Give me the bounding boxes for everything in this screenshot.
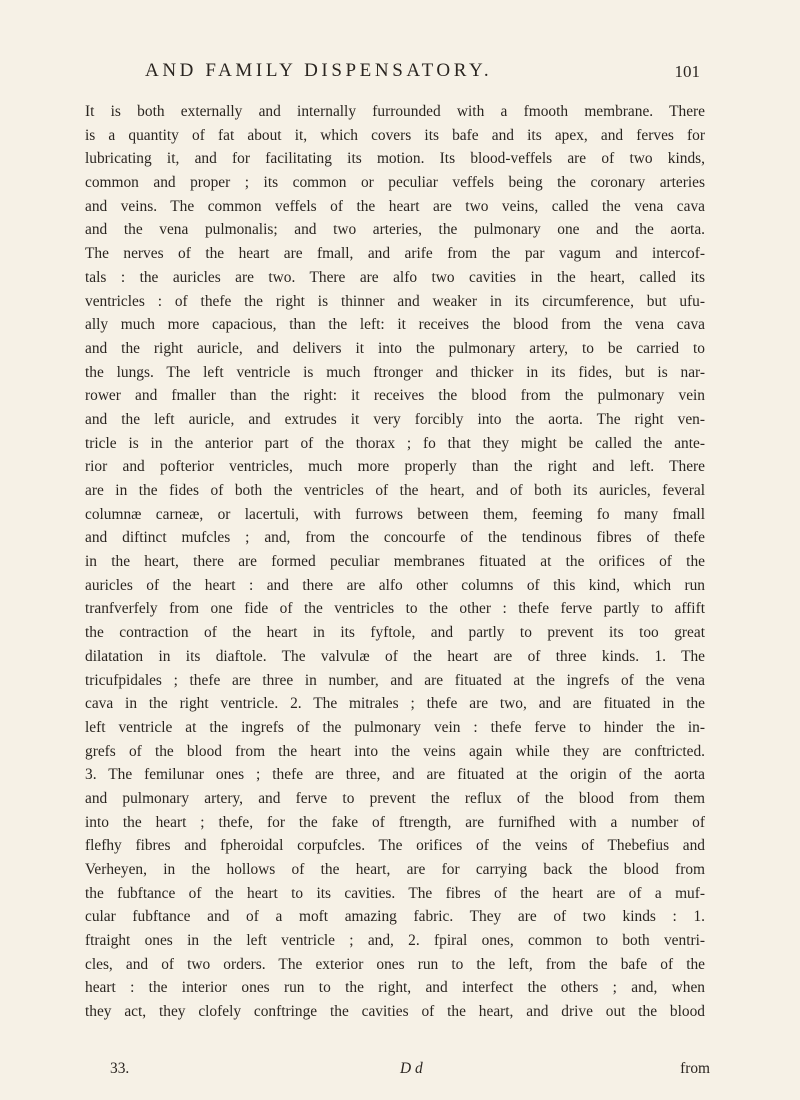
text-line: tals : the auricles are two. There are alfo two cavities in the heart, called its [85,268,705,286]
text-line: heart : the interior ones run to the right, and interfect the others ; and, when [85,979,705,997]
text-line: in the heart, there are formed peculiar membranes fituated at the orifices of the [85,553,705,571]
text-line: the fubftance of the heart to its cavities. The fibres of the heart are of a muf- [85,884,705,902]
text-line: the contraction of the heart in its fyftole, and partly to prevent its too great [85,624,705,642]
running-head [115,56,700,86]
text-line: tranfverfely from one fide of the ventricles to the other : thefe ferve partly to affift [85,600,705,618]
signature-mark: D d [400,1060,423,1077]
text-line: the lungs. The left ventricle is much ftronger and thicker in its fides, but is nar- [85,363,705,381]
text-line: cular fubftance and of a moft amazing fabric. They are of two kinds : 1. [85,908,705,926]
text-line: are in the fides of both the ventricles of the heart, and of both its auricles, feveral [85,482,705,499]
text-line: ftraight ones in the left ventricle ; and, 2. fpiral ones, common to both ventri- [85,932,705,950]
text-line: It is both externally and internally furrounded with a fmooth membrane. There [85,103,705,120]
text-line: left ventricle at the ingrefs of the pulmonary vein : thefe ferve to hinder the in- [85,718,705,736]
text-line: dilatation in its diaftole. The valvulæ of the heart are of three kinds. 1. The [85,647,705,665]
text-line: cles, and of two orders. The exterior ones run to the left, from the bafe of the [85,955,705,973]
text-line: 3. The femilunar ones ; thefe are three, and are fituated at the origin of the aorta [85,766,705,784]
text-line: columnæ carneæ, or lacertuli, with furrows between them, feeming fo many fmall [85,505,705,523]
text-line: lubricating it, and for facilitating its motion. Its blood-veffels are of two kinds, [85,150,705,168]
text-line: and pulmonary artery, and ferve to prevent the reflux of the blood from them [85,789,705,807]
text-line: common and proper ; its common or peculiar veffels being the coronary arteries [85,174,705,192]
text-line: auricles of the heart : and there are alfo other columns of this kind, which run [85,576,705,594]
text-line: and diftinct mufcles ; and, from the concourfe of the tendinous fibres of thefe [85,529,705,547]
running-title: AND FAMILY DISPENSATORY. [145,60,493,81]
text-line: and the right auricle, and delivers it into the pulmonary artery, to be carried to [85,339,705,357]
catchword: from [680,1060,710,1077]
text-line: tricufpidales ; thefe are three in number, and are fituated at the ingrefs of the vena [85,671,705,689]
text-line: The nerves of the heart are fmall, and arife from the par vagum and intercof- [85,245,705,263]
text-line: and veins. The common veffels of the heart are two veins, called the vena cava [85,197,705,215]
text-line: Verheyen, in the hollows of the heart, are for carrying back the blood from [85,861,705,878]
text-line: they act, they clofely conftringe the cavities of the heart, and drive out the blood [85,1003,705,1021]
page-number: 101 [674,62,700,81]
text-line: cava in the right ventricle. 2. The mitrales ; thefe are two, and are fituated in the [85,695,705,713]
text-line: flefhy fibres and fpheroidal corpufcles. The orifices of the veins of Thebefius and [85,837,705,855]
text-line: rior and pofterior ventricles, much more properly than the right and left. There [85,458,705,476]
text-line: ally much more capacious, than the left: it receives the blood from the vena cava [85,316,705,334]
text-line: and the left auricle, and extrudes it very forcibly into the aorta. The right ven- [85,410,705,428]
text-line: rower and fmaller than the right: it receives the blood from the pulmonary vein [85,387,705,405]
body-text [85,100,705,1024]
text-line: grefs of the blood from the heart into the veins again while they are conftricted. [85,742,705,760]
text-line: into the heart ; thefe, for the fake of ftrength, are furnifhed with a number of [85,813,705,831]
page-footer [110,1060,710,1084]
text-line: tricle is in the anterior part of the thorax ; fo that they might be called the ante- [85,434,705,452]
signature-number: 33. [110,1060,130,1077]
text-line: ventricles : of thefe the right is thinner and weaker in its circumference, but ufu- [85,292,705,310]
text-line: is a quantity of fat about it, which covers its bafe and its apex, and ferves for [85,126,705,144]
text-line: and the vena pulmonalis; and two arteries, the pulmonary one and the aorta. [85,221,705,239]
